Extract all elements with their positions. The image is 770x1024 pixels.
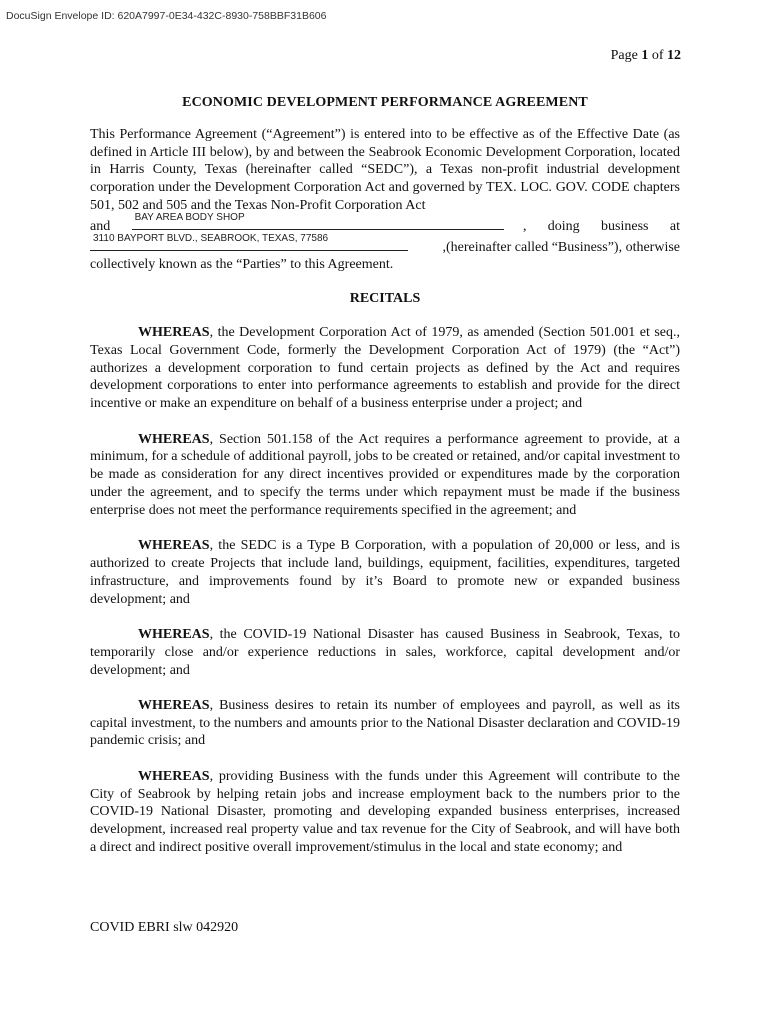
whereas-lead: WHEREAS xyxy=(138,538,210,554)
recital-paragraph xyxy=(90,697,680,750)
at-word: at xyxy=(669,218,680,234)
document-title: ECONOMIC DEVELOPMENT PERFORMANCE AGREEMENT xyxy=(182,95,588,110)
and-word: and xyxy=(90,218,111,234)
comma: , xyxy=(522,218,527,234)
recital-text: , providing Business with the funds under this Agreement will contribute to the City of Seabrook by helping retain jobs and increase employment back to the numbers prior to the COVID-19 National Disaster, promoting and developing expanded business enterprises, increased development, increased real property value and tax revenue for the City of Seabrook, and will have both a direct and indirect positive overall improvement/stimulus in the local and state economy; and xyxy=(90,768,680,856)
footer-code: COVID EBRI slw 042920 xyxy=(90,920,239,935)
recital-text: , Section 501.158 of the Act requires a performance agreement to provide, at a minimum, for a schedule of additional payroll, jobs to be created or retained, and/or capital investment to be made as consideration for any direct incentives provided or expenditures made by the corporation under the agreement, and to specify the terms under which repayment must be made if the business enterprise does not meet the performance requirements specified in the agreement; and xyxy=(90,431,680,518)
after-address-text: ,(hereinafter called “Business”), otherwise xyxy=(442,239,680,255)
intro-paragraph xyxy=(90,126,680,274)
recital-paragraph xyxy=(90,626,680,679)
recital-text: , the SEDC is a Type B Corporation, with a population of 20,000 or less, and is authorized to create Projects that include land, buildings, equipment, facilities, expenditures, targeted infrastructure, and improvements found by it’s Board to promote new or expanded business development; and xyxy=(90,538,680,607)
intro-text: This Performance Agreement (“Agreement”) is entered into to be effective as of the Effective Date (as defined in Article III below), by and between the Seabrook Economic Development Corporation, located in Harris County, Texas (hereinafter called “SEDC”), a Texas non-profit industrial development corporation under the Development Corporation Act and governed by TEX. LOC. GOV. CODE chapters 501, 502 and 505 and the Texas Non-Profit Corporation Act xyxy=(90,126,680,213)
business-word: business xyxy=(601,218,649,234)
page-prefix: Page xyxy=(610,48,642,63)
recital-text: , the Development Corporation Act of 1979, as amended (Section 501.001 et seq., Texas Local Government Code, formerly the Development Corporation Act of 1979) (the “Act”) authorizes a development corporation to fund certain projects as defined by the Act and requires development corporations to enter into performance agreements to establish and provide for the direct incentive or make an expenditure on behalf of a business enterprise under a project; and xyxy=(90,324,680,412)
recital-paragraph xyxy=(90,324,680,413)
page-total: 12 xyxy=(667,48,681,63)
business-address-field[interactable] xyxy=(90,232,408,251)
intro-text-end: collectively known as the “Parties” to this Agreement. xyxy=(90,257,394,273)
page-current: 1 xyxy=(641,48,649,63)
whereas-lead: WHEREAS xyxy=(138,324,210,340)
recital-paragraph xyxy=(90,768,680,857)
business-name-field[interactable] xyxy=(132,211,504,230)
document-body xyxy=(90,94,680,857)
business-address-value: 3110 BAYPORT BLVD., SEABROOK, TEXAS, 77586 xyxy=(93,232,329,244)
envelope-id: DocuSign Envelope ID: 620A7997-0E34-432C-8930-758BBF31B606 xyxy=(6,10,327,22)
whereas-lead: WHEREAS xyxy=(138,697,210,713)
recital-paragraph xyxy=(90,431,680,520)
recital-text: , the COVID-19 National Disaster has caused Business in Seabrook, Texas, to temporarily close and/or experience reductions in sales, workforce, capital development and/or development; and xyxy=(90,626,680,678)
recitals-heading: RECITALS xyxy=(349,291,421,307)
page-number xyxy=(611,48,681,64)
business-address-row xyxy=(90,232,680,257)
recital-text: , Business desires to retain its number of employees and payroll, as well as its capital investment, to the numbers and amounts prior to the National Disaster declaration and COVID-19 pandemic crisis; and xyxy=(90,697,680,749)
whereas-lead: WHEREAS xyxy=(138,626,210,642)
recital-paragraph xyxy=(90,537,680,608)
whereas-lead: WHEREAS xyxy=(138,768,210,784)
whereas-lead: WHEREAS xyxy=(138,431,210,447)
doing-word: doing xyxy=(547,218,580,234)
page-of: of xyxy=(648,48,667,63)
business-name-value: BAY AREA BODY SHOP xyxy=(134,211,245,223)
